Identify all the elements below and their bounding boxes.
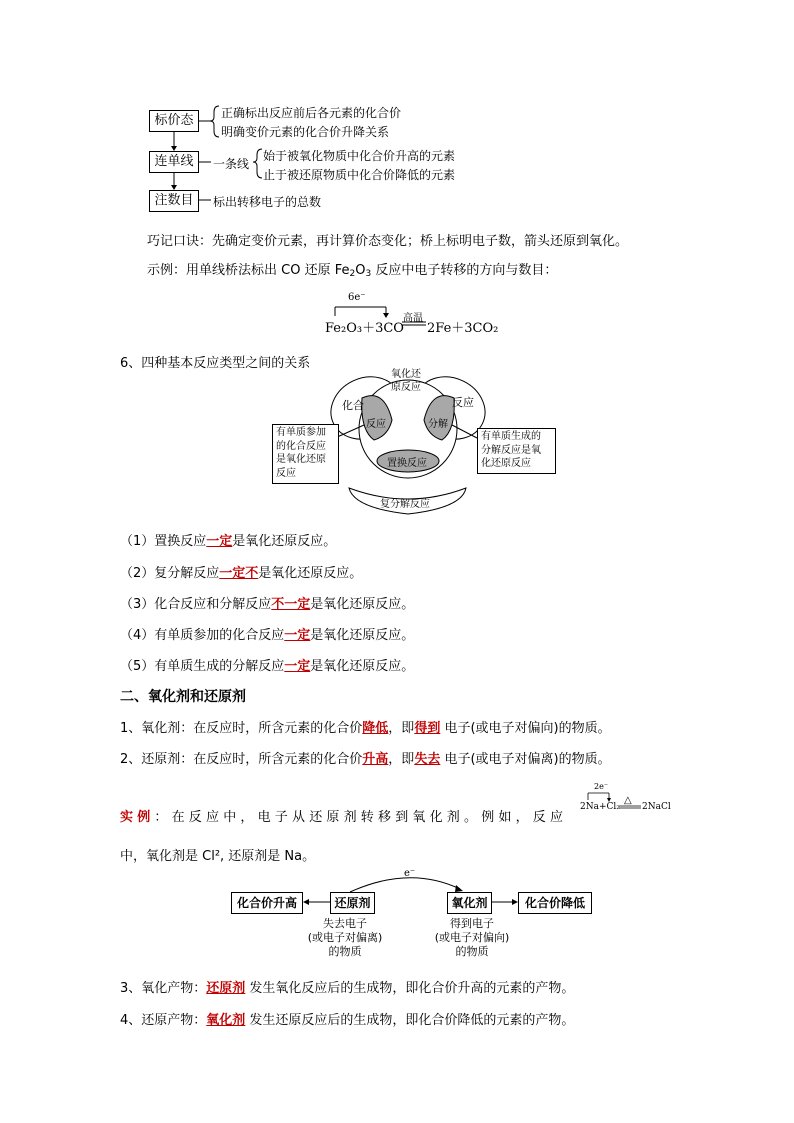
step3-text: 标出转移电子的总数 bbox=[213, 195, 322, 209]
na-cl-right: 2NaCl bbox=[642, 802, 671, 812]
statement-key: 不一定 bbox=[271, 597, 311, 612]
flow-right-caption: 得到电子 (或电子对偏向) 的物质 bbox=[434, 917, 510, 958]
venn-label-redox-1: 氧化还 bbox=[391, 369, 421, 380]
statement-key: 一定 bbox=[206, 534, 233, 549]
section6-title: 6、四种基本反应类型之间的关系 bbox=[120, 356, 311, 371]
mnemonic-tip: 巧记口诀：先确定变价元素，再计算价态变化；桥上标明电子数，箭头还原到氧化。 bbox=[147, 234, 629, 249]
step2-box: 连单线 bbox=[149, 151, 199, 173]
example-sub1: 2 bbox=[349, 269, 356, 279]
definition-key: 氧化剂 bbox=[206, 1013, 246, 1028]
venn-right-box-line: 有单质生成的 bbox=[481, 431, 541, 442]
statement-key: 一定不 bbox=[219, 566, 259, 581]
venn-label-fenjie: 分解 bbox=[428, 419, 448, 430]
fe-condition: 高温 bbox=[403, 313, 423, 324]
statement-item: （3）化合反应和分解反应不一定是氧化还原反应。 bbox=[120, 597, 415, 612]
example-text: ：在反应中，电子从还原剂转移到氧化剂。例如，反应 bbox=[154, 810, 568, 825]
venn-label-zhihuan: 置换反应 bbox=[387, 458, 427, 469]
example-continuation: 中，氧化剂是 Cl², 还原剂是 Na。 bbox=[120, 849, 316, 864]
flow-electron-label: e⁻ bbox=[404, 868, 416, 879]
flow-left-caption: 失去电子 (或电子对偏离) 的物质 bbox=[307, 917, 383, 958]
venn-left-box-line: 反应 bbox=[276, 467, 296, 479]
definition-oxidant: 1、氧化剂：在反应时，所含元素的化合价降低，即得到 电子(或电子对偏向)的物质。 bbox=[120, 721, 611, 736]
example-mid: O bbox=[355, 263, 366, 278]
statement-item: （1）置换反应一定是氧化还原反应。 bbox=[120, 534, 337, 549]
venn-label-fanying: 反应 bbox=[452, 396, 474, 409]
section2-title: 二、氧化剂和还原剂 bbox=[120, 689, 246, 705]
step1-line1: 正确标出反应前后各元素的化合价 bbox=[221, 106, 402, 120]
venn-label-huahe: 化合 bbox=[342, 399, 364, 412]
step2-line1: 始于被氧化物质中化合价升高的元素 bbox=[263, 149, 456, 163]
statement-item: （2）复分解反应一定不是氧化还原反应。 bbox=[120, 566, 363, 581]
definition-key: 失去 bbox=[414, 752, 441, 767]
example-suffix: 反应中电子转移的方向与数目： bbox=[371, 263, 558, 278]
step2-mid: 一条线 bbox=[213, 157, 250, 171]
step1-line2: 明确变价元素的化合价升降关系 bbox=[221, 125, 390, 139]
flow-oxidant: 氧化剂 bbox=[447, 892, 492, 914]
step2-line2: 止于被还原物质中化合价降低的元素 bbox=[263, 168, 456, 182]
fe-equation-right: 2Fe＋3CO₂ bbox=[427, 321, 499, 336]
na-cl-condition: △ bbox=[624, 795, 632, 806]
statement-item: （4）有单质参加的化合反应一定是氧化还原反应。 bbox=[120, 628, 415, 643]
statement-key: 一定 bbox=[284, 659, 311, 674]
example-label: 实例 bbox=[120, 810, 155, 825]
venn-right-box-line: 分解反应是氧 bbox=[481, 444, 541, 456]
statement-item: （5）有单质生成的分解反应一定是氧化还原反应。 bbox=[120, 659, 415, 674]
definition-key: 降低 bbox=[362, 721, 389, 736]
definition-oxidation-product: 3、氧化产物：还原剂 发生氧化反应后的生成物，即化合价升高的元素的产物。 bbox=[120, 981, 575, 996]
definition-key: 得到 bbox=[414, 721, 441, 736]
flow-valence-down: 化合价降低 bbox=[518, 892, 592, 914]
fe-electron-label: 6e⁻ bbox=[348, 292, 366, 303]
step3-box: 注数目 bbox=[149, 190, 199, 212]
venn-label-fufenjie: 复分解反应 bbox=[380, 499, 430, 510]
venn-left-box-line: 是氧化还原 bbox=[276, 454, 326, 465]
statement-key: 一定 bbox=[284, 628, 311, 643]
venn-right-box-line: 化还原反应 bbox=[481, 458, 531, 469]
venn-left-box-line: 的化合反应 bbox=[276, 440, 326, 452]
na-cl-electron: 2e⁻ bbox=[594, 782, 609, 791]
step1-box: 标价态 bbox=[149, 110, 199, 132]
flow-reductant: 还原剂 bbox=[330, 892, 375, 914]
definition-reduction-product: 4、还原产物：氧化剂 发生还原反应后的生成物，即化合价降低的元素的产物。 bbox=[120, 1013, 575, 1028]
venn-label-redox-2: 原反应 bbox=[391, 382, 421, 393]
example-sub2: 3 bbox=[365, 269, 372, 279]
example-prefix: 示例：用单线桥法标出 CO 还原 Fe bbox=[147, 263, 350, 278]
na-cl-left: 2Na+Cl₂ bbox=[580, 802, 620, 812]
definition-reductant: 2、还原剂：在反应时，所含元素的化合价升高，即失去 电子(或电子对偏离)的物质。 bbox=[120, 752, 611, 767]
fe-equation-left: Fe₂O₃＋3CO bbox=[325, 321, 404, 336]
definition-key: 升高 bbox=[362, 752, 389, 767]
definition-key: 还原剂 bbox=[206, 981, 246, 996]
venn-label-fanying-inner: 反应 bbox=[366, 419, 386, 430]
venn-left-box-line: 有单质参加 bbox=[276, 427, 326, 438]
flow-valence-up: 化合价升高 bbox=[231, 892, 303, 914]
